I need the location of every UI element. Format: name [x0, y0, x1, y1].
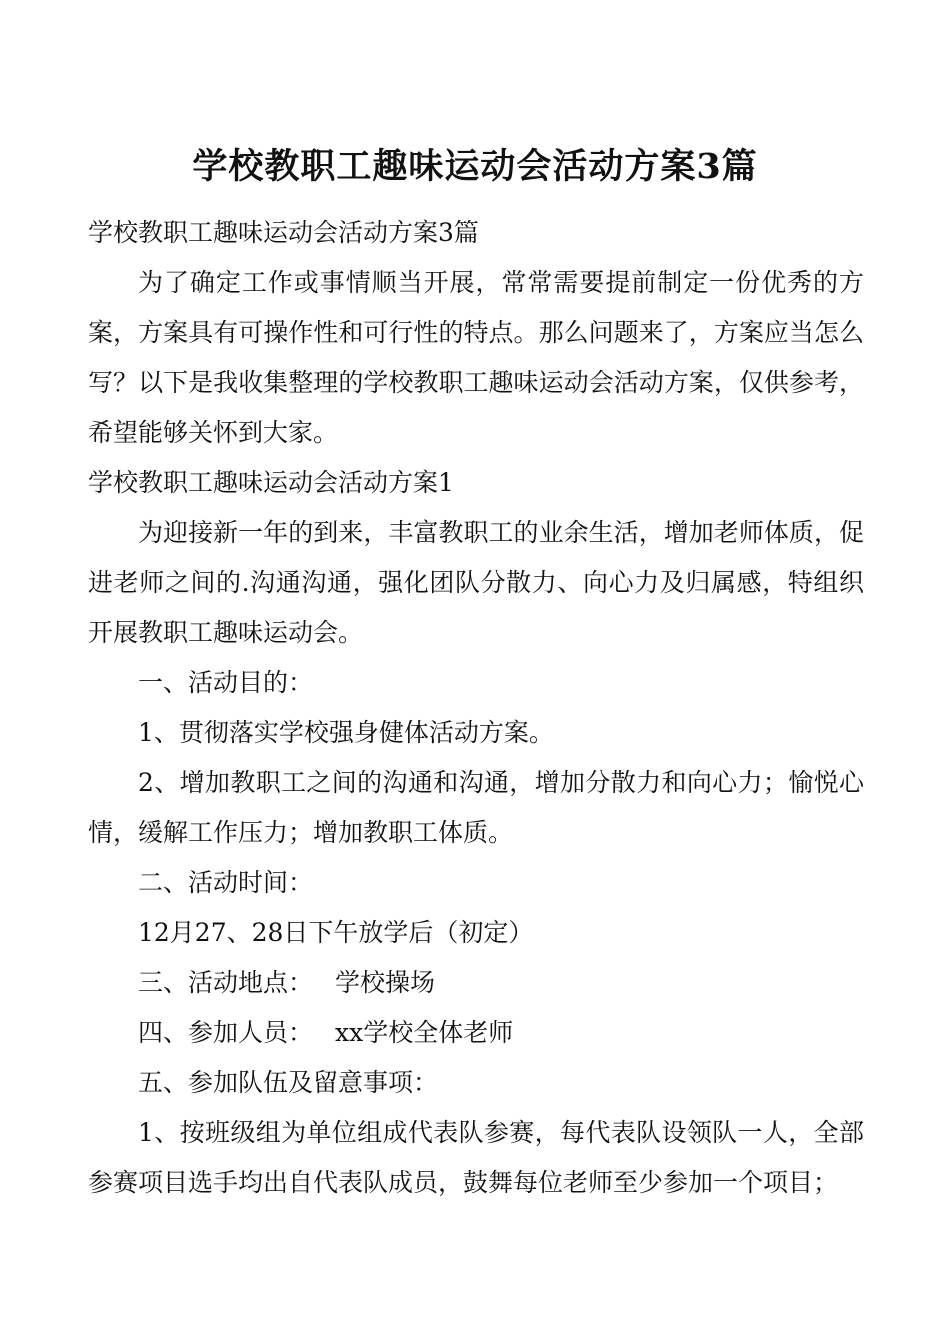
plan1-intro-paragraph: 为迎接新一年的到来，丰富教职工的业余生活，增加老师体质，促进老师之间的.沟通沟通，强化团队分散力、向心力及归属感，特组织开展教职工趣味运动会。 [88, 518, 864, 647]
section2-heading: 二、活动时间： [138, 868, 314, 897]
section4-participants [88, 1008, 864, 1058]
location-value: 学校操场 [335, 968, 436, 997]
section5-item1: 1、按班级组为单位组成代表队参赛，每代表队设领队一人，全部参赛项目选手均出自代表队成员，鼓舞每位老师至少参加一个项目； [88, 1118, 864, 1197]
section2-value: 12月27、28日下午放学后（初定） [138, 918, 534, 947]
location-label: 三、活动地点： [138, 968, 314, 997]
section1-item2: 2、增加教职工之间的沟通和沟通，增加分散力和向心力；愉悦心情，缓解工作压力；增加教职工体质。 [88, 768, 864, 847]
participants-value: xx学校全体老师 [335, 1018, 514, 1047]
participants-label: 四、参加人员： [138, 1018, 314, 1047]
intro-paragraph: 为了确定工作或事情顺当开展，常常需要提前制定一份优秀的方案，方案具有可操作性和可行性的特点。那么问题来了，方案应当怎么写？以下是我收集整理的学校教职工趣味运动会活动方案，仅供参考，希望能够关怀到大家。 [88, 268, 864, 447]
plan1-heading: 学校教职工趣味运动会活动方案1 [88, 468, 454, 497]
section1-item1: 1、贯彻落实学校强身健体活动方案。 [138, 718, 554, 747]
subtitle-line: 学校教职工趣味运动会活动方案3篇 [88, 218, 479, 247]
section1-heading: 一、活动目的： [138, 668, 314, 697]
document-title: 学校教职工趣味运动会活动方案3篇 [192, 146, 758, 188]
section5-heading: 五、参加队伍及留意事项： [138, 1068, 439, 1097]
section3-location [88, 958, 864, 1008]
document-body [88, 208, 864, 1208]
